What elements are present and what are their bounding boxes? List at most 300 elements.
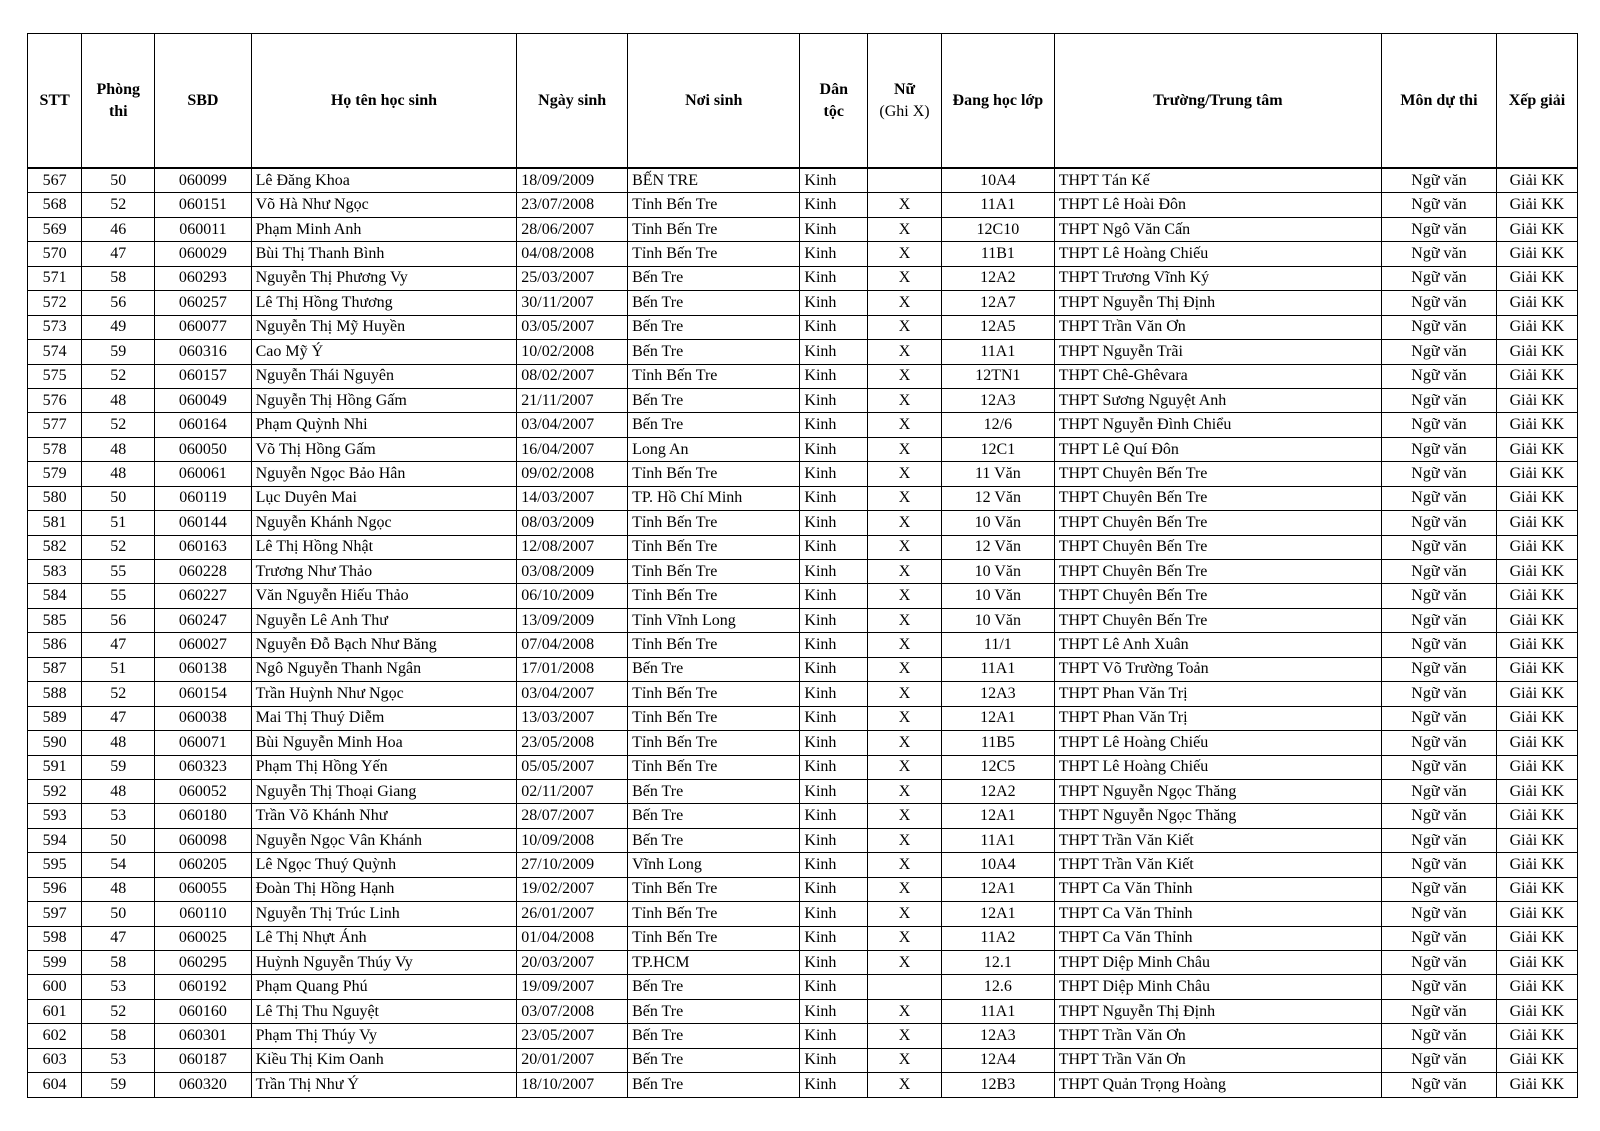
table-row	[28, 413, 1578, 437]
cell-giai: Giải KK	[1496, 853, 1577, 877]
table-row	[28, 242, 1578, 266]
cell-stt: 598	[28, 926, 82, 950]
cell-stt: 603	[28, 1048, 82, 1072]
header-nu-line2: (Ghi X)	[879, 102, 930, 120]
cell-truong: THPT Chuyên Bến Tre	[1054, 462, 1381, 486]
cell-sbd: 060061	[155, 462, 251, 486]
cell-truong: THPT Chuyên Bến Tre	[1054, 608, 1381, 632]
cell-noi-sinh: Tỉnh Bến Tre	[628, 877, 800, 901]
cell-ngay-sinh: 27/10/2009	[517, 853, 628, 877]
cell-truong: THPT Trần Văn Ơn	[1054, 1048, 1381, 1072]
cell-mon: Ngữ văn	[1381, 584, 1496, 608]
cell-lop: 10 Văn	[941, 608, 1054, 632]
cell-nu: X	[868, 951, 942, 975]
cell-ngay-sinh: 30/11/2007	[517, 291, 628, 315]
cell-phong-thi: 53	[82, 804, 155, 828]
header-nu-line1: Nữ	[893, 80, 916, 98]
cell-giai: Giải KK	[1496, 584, 1577, 608]
table-row	[28, 682, 1578, 706]
cell-dan-toc: Kinh	[800, 608, 868, 632]
cell-lop: 11A1	[941, 193, 1054, 217]
cell-nu: X	[868, 364, 942, 388]
cell-truong: THPT Chê-Ghêvara	[1054, 364, 1381, 388]
cell-stt: 580	[28, 486, 82, 510]
cell-noi-sinh: Tỉnh Bến Tre	[628, 511, 800, 535]
cell-sbd: 060257	[155, 291, 251, 315]
cell-stt: 585	[28, 608, 82, 632]
cell-stt: 586	[28, 633, 82, 657]
cell-noi-sinh: Tỉnh Bến Tre	[628, 633, 800, 657]
cell-mon: Ngữ văn	[1381, 388, 1496, 412]
cell-sbd: 060192	[155, 975, 251, 999]
cell-ho-ten: Phạm Quỳnh Nhi	[251, 413, 517, 437]
table-row	[28, 535, 1578, 559]
cell-giai: Giải KK	[1496, 291, 1577, 315]
cell-phong-thi: 48	[82, 731, 155, 755]
cell-sbd: 060055	[155, 877, 251, 901]
cell-lop: 11A1	[941, 657, 1054, 681]
cell-lop: 10 Văn	[941, 584, 1054, 608]
cell-dan-toc: Kinh	[800, 242, 868, 266]
cell-dan-toc: Kinh	[800, 731, 868, 755]
cell-nu: X	[868, 902, 942, 926]
cell-sbd: 060027	[155, 633, 251, 657]
table-row	[28, 706, 1578, 730]
cell-truong: THPT Lê Anh Xuân	[1054, 633, 1381, 657]
cell-ho-ten: Nguyễn Ngọc Bảo Hân	[251, 462, 517, 486]
cell-truong: THPT Ngô Văn Cấn	[1054, 217, 1381, 241]
cell-lop: 12C1	[941, 437, 1054, 461]
cell-giai: Giải KK	[1496, 462, 1577, 486]
cell-sbd: 060247	[155, 608, 251, 632]
cell-stt: 574	[28, 340, 82, 364]
cell-stt: 601	[28, 999, 82, 1023]
cell-lop: 12C5	[941, 755, 1054, 779]
cell-phong-thi: 46	[82, 217, 155, 241]
cell-phong-thi: 48	[82, 462, 155, 486]
cell-noi-sinh: Bến Tre	[628, 315, 800, 339]
header-ho-ten	[251, 34, 517, 169]
cell-mon: Ngữ văn	[1381, 437, 1496, 461]
cell-mon: Ngữ văn	[1381, 779, 1496, 803]
header-dan-toc-line2: tộc	[823, 102, 844, 120]
header-phong-thi-line2: thi	[108, 102, 128, 120]
cell-ho-ten: Kiều Thị Kim Oanh	[251, 1048, 517, 1072]
cell-nu: X	[868, 388, 942, 412]
cell-phong-thi: 51	[82, 657, 155, 681]
cell-giai: Giải KK	[1496, 413, 1577, 437]
cell-dan-toc: Kinh	[800, 266, 868, 290]
cell-ho-ten: Lục Duyên Mai	[251, 486, 517, 510]
cell-dan-toc: Kinh	[800, 877, 868, 901]
cell-mon: Ngữ văn	[1381, 291, 1496, 315]
table-row	[28, 1073, 1578, 1097]
cell-dan-toc: Kinh	[800, 926, 868, 950]
cell-giai: Giải KK	[1496, 779, 1577, 803]
cell-ngay-sinh: 05/05/2007	[517, 755, 628, 779]
table-row	[28, 633, 1578, 657]
cell-noi-sinh: Bến Tre	[628, 388, 800, 412]
cell-giai: Giải KK	[1496, 388, 1577, 412]
cell-noi-sinh: Bến Tre	[628, 1073, 800, 1097]
table-body	[28, 168, 1578, 1097]
cell-sbd: 060138	[155, 657, 251, 681]
cell-ngay-sinh: 14/03/2007	[517, 486, 628, 510]
table-row	[28, 584, 1578, 608]
header-truong-label: Trường/Trung tâm	[1153, 91, 1283, 109]
cell-lop: 12C10	[941, 217, 1054, 241]
cell-ngay-sinh: 03/05/2007	[517, 315, 628, 339]
cell-truong: THPT Trần Văn Kiết	[1054, 828, 1381, 852]
cell-dan-toc: Kinh	[800, 951, 868, 975]
cell-nu: X	[868, 877, 942, 901]
cell-sbd: 060011	[155, 217, 251, 241]
cell-ngay-sinh: 26/01/2007	[517, 902, 628, 926]
cell-stt: 592	[28, 779, 82, 803]
cell-nu: X	[868, 193, 942, 217]
cell-lop: 12B3	[941, 1073, 1054, 1097]
cell-phong-thi: 52	[82, 413, 155, 437]
cell-giai: Giải KK	[1496, 1024, 1577, 1048]
cell-sbd: 060052	[155, 779, 251, 803]
cell-sbd: 060077	[155, 315, 251, 339]
cell-mon: Ngữ văn	[1381, 1024, 1496, 1048]
cell-ho-ten: Trương Như Thảo	[251, 560, 517, 584]
cell-phong-thi: 49	[82, 315, 155, 339]
table-row	[28, 511, 1578, 535]
cell-truong: THPT Phan Văn Trị	[1054, 682, 1381, 706]
cell-ngay-sinh: 10/09/2008	[517, 828, 628, 852]
table-row	[28, 608, 1578, 632]
cell-phong-thi: 58	[82, 266, 155, 290]
cell-lop: 12TN1	[941, 364, 1054, 388]
cell-dan-toc: Kinh	[800, 999, 868, 1023]
cell-nu: X	[868, 608, 942, 632]
cell-sbd: 060119	[155, 486, 251, 510]
cell-sbd: 060038	[155, 706, 251, 730]
cell-phong-thi: 56	[82, 291, 155, 315]
cell-ho-ten: Lê Thị Hồng Thương	[251, 291, 517, 315]
cell-ngay-sinh: 16/04/2007	[517, 437, 628, 461]
cell-stt: 577	[28, 413, 82, 437]
cell-sbd: 060293	[155, 266, 251, 290]
cell-truong: THPT Phan Văn Trị	[1054, 706, 1381, 730]
cell-sbd: 060180	[155, 804, 251, 828]
cell-mon: Ngữ văn	[1381, 560, 1496, 584]
cell-sbd: 060050	[155, 437, 251, 461]
cell-mon: Ngữ văn	[1381, 853, 1496, 877]
header-ngay-sinh	[517, 34, 628, 169]
cell-giai: Giải KK	[1496, 951, 1577, 975]
cell-nu: X	[868, 999, 942, 1023]
table-row	[28, 779, 1578, 803]
cell-ho-ten: Phạm Thị Hồng Yến	[251, 755, 517, 779]
cell-phong-thi: 50	[82, 828, 155, 852]
cell-mon: Ngữ văn	[1381, 315, 1496, 339]
cell-ho-ten: Mai Thị Thuý Diễm	[251, 706, 517, 730]
cell-mon: Ngữ văn	[1381, 657, 1496, 681]
cell-sbd: 060154	[155, 682, 251, 706]
cell-ngay-sinh: 12/08/2007	[517, 535, 628, 559]
cell-lop: 12A5	[941, 315, 1054, 339]
cell-truong: THPT Quản Trọng Hoàng	[1054, 1073, 1381, 1097]
cell-ho-ten: Huỳnh Nguyễn Thúy Vy	[251, 951, 517, 975]
table-header	[28, 34, 1578, 169]
table-row	[28, 951, 1578, 975]
cell-stt: 602	[28, 1024, 82, 1048]
cell-nu	[868, 168, 942, 193]
cell-stt: 593	[28, 804, 82, 828]
cell-ho-ten: Trần Võ Khánh Như	[251, 804, 517, 828]
cell-giai: Giải KK	[1496, 608, 1577, 632]
cell-phong-thi: 56	[82, 608, 155, 632]
table-row	[28, 755, 1578, 779]
cell-nu: X	[868, 584, 942, 608]
cell-noi-sinh: Tỉnh Bến Tre	[628, 731, 800, 755]
cell-mon: Ngữ văn	[1381, 633, 1496, 657]
cell-sbd: 060323	[155, 755, 251, 779]
cell-lop: 11B5	[941, 731, 1054, 755]
cell-mon: Ngữ văn	[1381, 1048, 1496, 1072]
cell-ho-ten: Phạm Minh Anh	[251, 217, 517, 241]
cell-nu: X	[868, 535, 942, 559]
cell-phong-thi: 59	[82, 340, 155, 364]
cell-truong: THPT Lê Hoàng Chiếu	[1054, 755, 1381, 779]
cell-giai: Giải KK	[1496, 877, 1577, 901]
cell-ho-ten: Văn Nguyễn Hiếu Thảo	[251, 584, 517, 608]
cell-noi-sinh: Tỉnh Bến Tre	[628, 193, 800, 217]
cell-ho-ten: Nguyễn Thị Mỹ Huyền	[251, 315, 517, 339]
cell-mon: Ngữ văn	[1381, 999, 1496, 1023]
cell-ho-ten: Phạm Thị Thúy Vy	[251, 1024, 517, 1048]
cell-dan-toc: Kinh	[800, 1048, 868, 1072]
header-giai	[1496, 34, 1577, 169]
cell-nu: X	[868, 560, 942, 584]
table-row	[28, 193, 1578, 217]
cell-sbd: 060164	[155, 413, 251, 437]
cell-nu: X	[868, 706, 942, 730]
cell-nu: X	[868, 315, 942, 339]
cell-noi-sinh: Tỉnh Bến Tre	[628, 242, 800, 266]
header-sbd	[155, 34, 251, 169]
cell-ho-ten: Lê Thị Thu Nguyệt	[251, 999, 517, 1023]
cell-ho-ten: Lê Ngọc Thuý Quỳnh	[251, 853, 517, 877]
cell-lop: 11A1	[941, 828, 1054, 852]
cell-noi-sinh: Bến Tre	[628, 657, 800, 681]
cell-nu: X	[868, 633, 942, 657]
cell-giai: Giải KK	[1496, 315, 1577, 339]
cell-stt: 594	[28, 828, 82, 852]
cell-stt: 579	[28, 462, 82, 486]
cell-ho-ten: Nguyễn Ngọc Vân Khánh	[251, 828, 517, 852]
cell-mon: Ngữ văn	[1381, 340, 1496, 364]
cell-giai: Giải KK	[1496, 682, 1577, 706]
cell-truong: THPT Nguyễn Đình Chiểu	[1054, 413, 1381, 437]
cell-noi-sinh: BẾN TRE	[628, 168, 800, 193]
cell-mon: Ngữ văn	[1381, 193, 1496, 217]
cell-stt: 582	[28, 535, 82, 559]
cell-mon: Ngữ văn	[1381, 951, 1496, 975]
table-row	[28, 731, 1578, 755]
cell-giai: Giải KK	[1496, 975, 1577, 999]
cell-dan-toc: Kinh	[800, 657, 868, 681]
header-lop	[941, 34, 1054, 169]
cell-ngay-sinh: 18/10/2007	[517, 1073, 628, 1097]
cell-giai: Giải KK	[1496, 926, 1577, 950]
cell-truong: THPT Diệp Minh Châu	[1054, 975, 1381, 999]
table-row	[28, 926, 1578, 950]
cell-ho-ten: Lê Thị Hồng Nhật	[251, 535, 517, 559]
header-lop-label: Đang học lớp	[952, 91, 1044, 109]
cell-nu: X	[868, 266, 942, 290]
cell-noi-sinh: Bến Tre	[628, 413, 800, 437]
table-row	[28, 315, 1578, 339]
cell-stt: 568	[28, 193, 82, 217]
header-mon	[1381, 34, 1496, 169]
cell-ngay-sinh: 02/11/2007	[517, 779, 628, 803]
cell-ho-ten: Lê Thị Nhựt Ánh	[251, 926, 517, 950]
cell-dan-toc: Kinh	[800, 340, 868, 364]
cell-noi-sinh: Tỉnh Bến Tre	[628, 682, 800, 706]
cell-ho-ten: Bùi Nguyễn Minh Hoa	[251, 731, 517, 755]
cell-sbd: 060320	[155, 1073, 251, 1097]
cell-phong-thi: 52	[82, 364, 155, 388]
cell-mon: Ngữ văn	[1381, 902, 1496, 926]
cell-lop: 11A2	[941, 926, 1054, 950]
cell-sbd: 060110	[155, 902, 251, 926]
table-row	[28, 975, 1578, 999]
table-row	[28, 853, 1578, 877]
cell-nu: X	[868, 291, 942, 315]
cell-dan-toc: Kinh	[800, 1024, 868, 1048]
cell-noi-sinh: Vĩnh Long	[628, 853, 800, 877]
cell-stt: 572	[28, 291, 82, 315]
cell-truong: THPT Lê Hoàng Chiếu	[1054, 731, 1381, 755]
cell-dan-toc: Kinh	[800, 511, 868, 535]
cell-mon: Ngữ văn	[1381, 462, 1496, 486]
table-row	[28, 291, 1578, 315]
cell-ho-ten: Đoàn Thị Hồng Hạnh	[251, 877, 517, 901]
cell-phong-thi: 47	[82, 926, 155, 950]
cell-sbd: 060144	[155, 511, 251, 535]
cell-stt: 600	[28, 975, 82, 999]
cell-sbd: 060098	[155, 828, 251, 852]
cell-sbd: 060025	[155, 926, 251, 950]
cell-dan-toc: Kinh	[800, 975, 868, 999]
header-stt-label: STT	[39, 91, 70, 109]
cell-noi-sinh: Tỉnh Bến Tre	[628, 560, 800, 584]
cell-phong-thi: 50	[82, 486, 155, 510]
cell-ngay-sinh: 06/10/2009	[517, 584, 628, 608]
cell-ngay-sinh: 19/09/2007	[517, 975, 628, 999]
cell-stt: 597	[28, 902, 82, 926]
cell-noi-sinh: Long An	[628, 437, 800, 461]
cell-dan-toc: Kinh	[800, 560, 868, 584]
cell-giai: Giải KK	[1496, 999, 1577, 1023]
cell-stt: 596	[28, 877, 82, 901]
table-row	[28, 462, 1578, 486]
cell-ngay-sinh: 03/08/2009	[517, 560, 628, 584]
table-row	[28, 657, 1578, 681]
cell-sbd: 060049	[155, 388, 251, 412]
cell-ho-ten: Ngô Nguyễn Thanh Ngân	[251, 657, 517, 681]
cell-lop: 12.6	[941, 975, 1054, 999]
table-row	[28, 340, 1578, 364]
cell-nu: X	[868, 804, 942, 828]
cell-truong: THPT Nguyễn Trãi	[1054, 340, 1381, 364]
cell-mon: Ngữ văn	[1381, 511, 1496, 535]
cell-truong: THPT Chuyên Bến Tre	[1054, 535, 1381, 559]
cell-lop: 12A1	[941, 804, 1054, 828]
cell-ngay-sinh: 03/04/2007	[517, 413, 628, 437]
cell-phong-thi: 52	[82, 193, 155, 217]
cell-lop: 11B1	[941, 242, 1054, 266]
cell-nu: X	[868, 1024, 942, 1048]
cell-phong-thi: 47	[82, 242, 155, 266]
cell-lop: 10 Văn	[941, 511, 1054, 535]
cell-noi-sinh: Tỉnh Bến Tre	[628, 535, 800, 559]
cell-truong: THPT Diệp Minh Châu	[1054, 951, 1381, 975]
cell-phong-thi: 50	[82, 168, 155, 193]
cell-stt: 595	[28, 853, 82, 877]
cell-stt: 584	[28, 584, 82, 608]
cell-ho-ten: Cao Mỹ Ý	[251, 340, 517, 364]
cell-stt: 604	[28, 1073, 82, 1097]
header-ngay-sinh-label: Ngày sinh	[538, 91, 607, 109]
cell-dan-toc: Kinh	[800, 486, 868, 510]
cell-dan-toc: Kinh	[800, 535, 868, 559]
cell-noi-sinh: TP. Hồ Chí Minh	[628, 486, 800, 510]
cell-nu: X	[868, 755, 942, 779]
cell-sbd: 060071	[155, 731, 251, 755]
table-row	[28, 1024, 1578, 1048]
cell-ngay-sinh: 09/02/2008	[517, 462, 628, 486]
cell-phong-thi: 48	[82, 388, 155, 412]
cell-noi-sinh: Tỉnh Bến Tre	[628, 926, 800, 950]
cell-ho-ten: Bùi Thị Thanh Bình	[251, 242, 517, 266]
cell-ngay-sinh: 13/03/2007	[517, 706, 628, 730]
cell-dan-toc: Kinh	[800, 828, 868, 852]
cell-phong-thi: 47	[82, 633, 155, 657]
cell-dan-toc: Kinh	[800, 315, 868, 339]
cell-dan-toc: Kinh	[800, 902, 868, 926]
cell-nu: X	[868, 731, 942, 755]
cell-nu: X	[868, 853, 942, 877]
cell-ngay-sinh: 19/02/2007	[517, 877, 628, 901]
cell-dan-toc: Kinh	[800, 388, 868, 412]
cell-dan-toc: Kinh	[800, 413, 868, 437]
cell-lop: 12A4	[941, 1048, 1054, 1072]
cell-noi-sinh: Bến Tre	[628, 828, 800, 852]
cell-stt: 590	[28, 731, 82, 755]
cell-ngay-sinh: 08/03/2009	[517, 511, 628, 535]
cell-stt: 589	[28, 706, 82, 730]
cell-giai: Giải KK	[1496, 1048, 1577, 1072]
cell-truong: THPT Lê Quí Đôn	[1054, 437, 1381, 461]
cell-noi-sinh: TP.HCM	[628, 951, 800, 975]
cell-noi-sinh: Tỉnh Bến Tre	[628, 462, 800, 486]
cell-noi-sinh: Bến Tre	[628, 340, 800, 364]
cell-truong: THPT Chuyên Bến Tre	[1054, 486, 1381, 510]
header-ho-ten-label: Họ tên học sinh	[330, 91, 438, 109]
cell-nu: X	[868, 1048, 942, 1072]
cell-noi-sinh: Bến Tre	[628, 999, 800, 1023]
cell-noi-sinh: Bến Tre	[628, 779, 800, 803]
cell-nu: X	[868, 1073, 942, 1097]
cell-stt: 575	[28, 364, 82, 388]
cell-lop: 12 Văn	[941, 535, 1054, 559]
cell-ngay-sinh: 07/04/2008	[517, 633, 628, 657]
